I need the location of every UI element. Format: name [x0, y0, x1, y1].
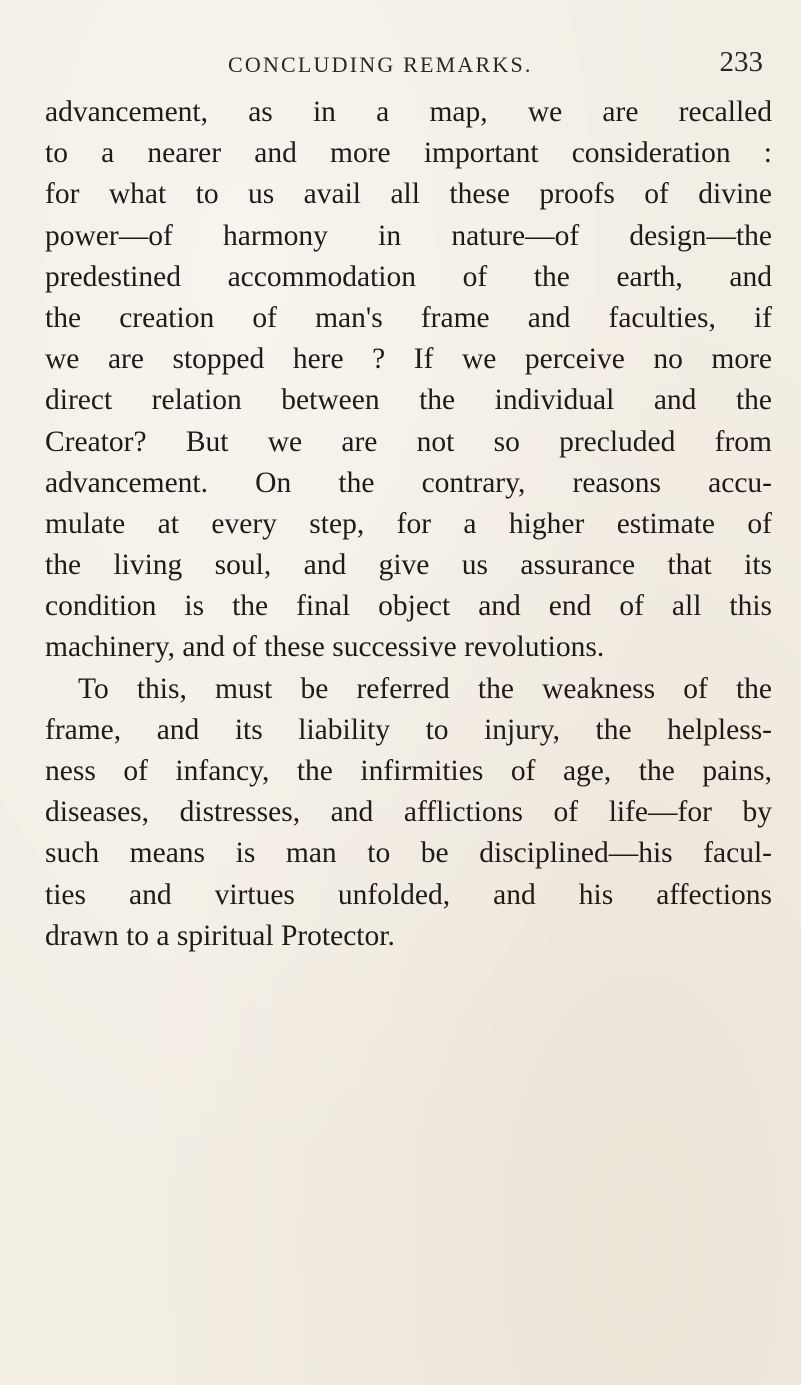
text-line: ness of infancy, the infirmities of age, the pains, [45, 755, 772, 787]
text-line: ties and virtues unfolded, and his affections [45, 878, 772, 911]
text-line: the creation of man's frame and faculties, if [45, 301, 772, 334]
running-head [0, 46, 801, 86]
running-title: CONCLUDING REMARKS. [228, 52, 533, 77]
text-line: direct relation between the individual and the [45, 384, 772, 417]
text-line: for what to us avail all these proofs of divine [45, 178, 772, 211]
text-line: frame, and its liability to injury, the helpless- [45, 713, 772, 746]
body-text [45, 92, 772, 957]
text-line: the living soul, and give us assurance that its [45, 549, 772, 582]
text-line: mulate at every step, for a higher estimate of [45, 507, 772, 540]
text-line: Creator? But we are not so precluded from [45, 425, 772, 458]
text-line: drawn to a spiritual Protector. [45, 919, 395, 952]
text-line: machinery, and of these successive revolutions. [45, 631, 605, 664]
text-line: condition is the final object and end of all this [45, 590, 772, 623]
text-line: predestined accommodation of the earth, and [45, 260, 772, 293]
text-line: to a nearer and more important consideration : [45, 137, 772, 170]
page-number: 233 [719, 46, 763, 78]
text-line: advancement. On the contrary, reasons accu- [45, 466, 772, 499]
text-line: such means is man to be disciplined—his facul- [45, 837, 772, 870]
text-line: we are stopped here ? If we perceive no more [45, 343, 772, 376]
text-line: diseases, distresses, and afflictions of life—for by [45, 796, 772, 829]
text-line: To this, must be referred the weakness of the [78, 672, 772, 705]
text-line: power—of harmony in nature—of design—the [45, 219, 772, 252]
text-line: advancement, as in a map, we are recalled [45, 96, 772, 128]
